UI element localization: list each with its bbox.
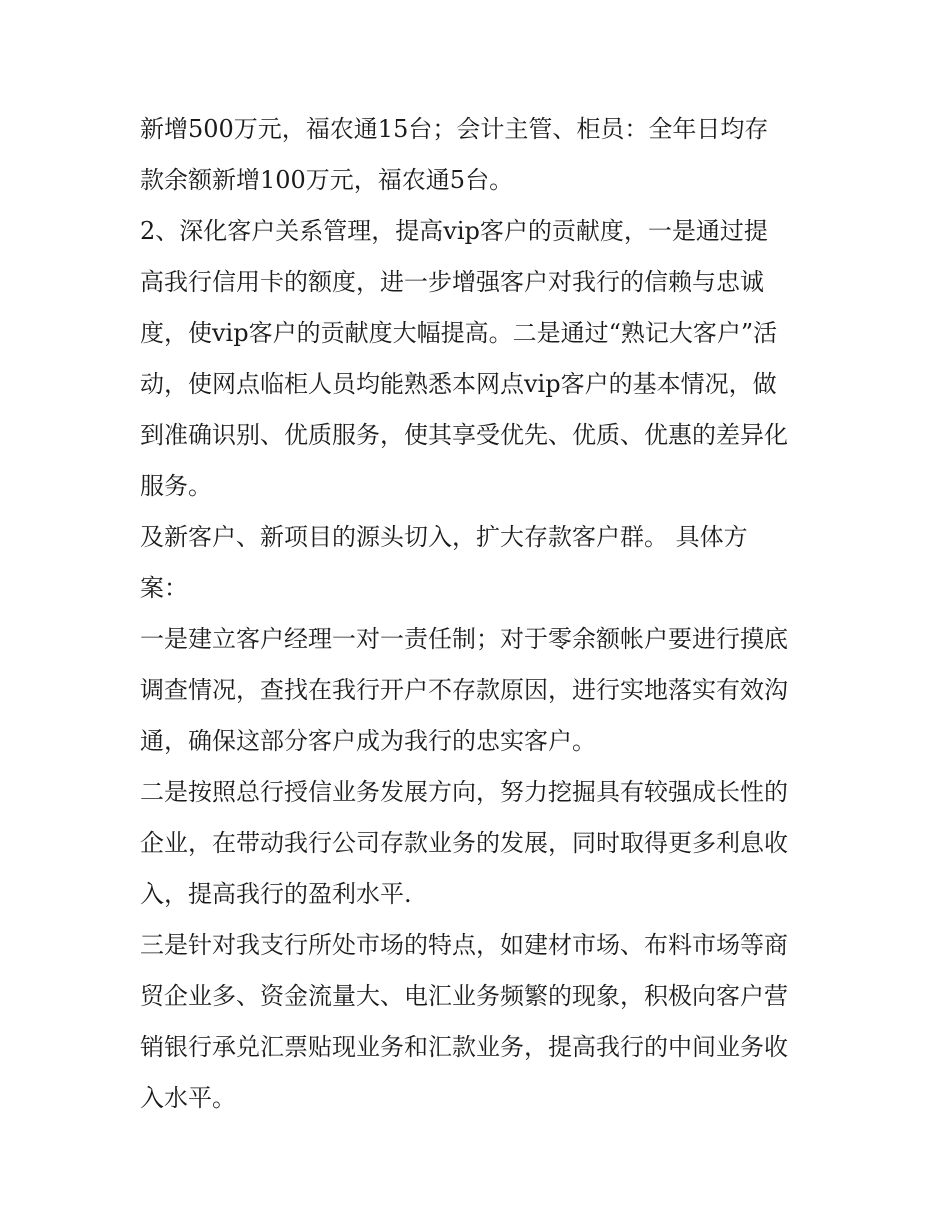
text-line: 到准确识别、优质服务，使其享受优先、优质、优惠的差异化 bbox=[140, 421, 788, 449]
text-line: 服务。 bbox=[140, 472, 212, 500]
text-line: 款余额新增100万元，福农通5台。 bbox=[140, 166, 514, 194]
paragraph-plan-one bbox=[140, 614, 820, 767]
text-line: 二是按照总行授信业务发展方向，努力挖掘具有较强成长性的 bbox=[140, 778, 788, 806]
text-line: 贸企业多、资金流量大、电汇业务频繁的现象，积极向客户营 bbox=[140, 982, 788, 1010]
text-line: 动，使网点临柜人员均能熟悉本网点vip客户的基本情况，做 bbox=[140, 370, 777, 398]
paragraph-new-customers bbox=[140, 512, 820, 614]
paragraph-customer-relations bbox=[140, 206, 820, 512]
text-line: 度，使vip客户的贡献度大幅提高。二是通过“熟记大客户”活 bbox=[140, 319, 778, 347]
text-line: 一是建立客户经理一对一责任制；对于零余额帐户要进行摸底 bbox=[140, 625, 788, 653]
paragraph-plan-two bbox=[140, 767, 820, 920]
text-line: 2、深化客户关系管理，提高vip客户的贡献度，一是通过提 bbox=[140, 217, 768, 245]
text-line: 入，提高我行的盈利水平. bbox=[140, 880, 412, 908]
document-body bbox=[140, 104, 820, 1124]
text-line: 高我行信用卡的额度，进一步增强客户对我行的信赖与忠诚 bbox=[140, 268, 764, 296]
text-line: 案： bbox=[140, 574, 188, 602]
text-line: 企业，在带动我行公司存款业务的发展，同时取得更多利息收 bbox=[140, 829, 788, 857]
text-line: 三是针对我支行所处市场的特点，如建材市场、布料市场等商 bbox=[140, 931, 788, 959]
text-line: 通，确保这部分客户成为我行的忠实客户。 bbox=[140, 727, 596, 755]
paragraph-deposit-targets bbox=[140, 104, 820, 206]
text-line: 入水平。 bbox=[140, 1084, 236, 1112]
paragraph-plan-three bbox=[140, 920, 820, 1124]
text-line: 销银行承兑汇票贴现业务和汇款业务，提高我行的中间业务收 bbox=[140, 1033, 788, 1061]
text-line: 调查情况，查找在我行开户不存款原因，进行实地落实有效沟 bbox=[140, 676, 788, 704]
text-line: 及新客户、新项目的源头切入，扩大存款客户群。 具体方 bbox=[140, 523, 748, 551]
text-line: 新增500万元，福农通15台；会计主管、柜员：全年日均存 bbox=[140, 115, 769, 143]
